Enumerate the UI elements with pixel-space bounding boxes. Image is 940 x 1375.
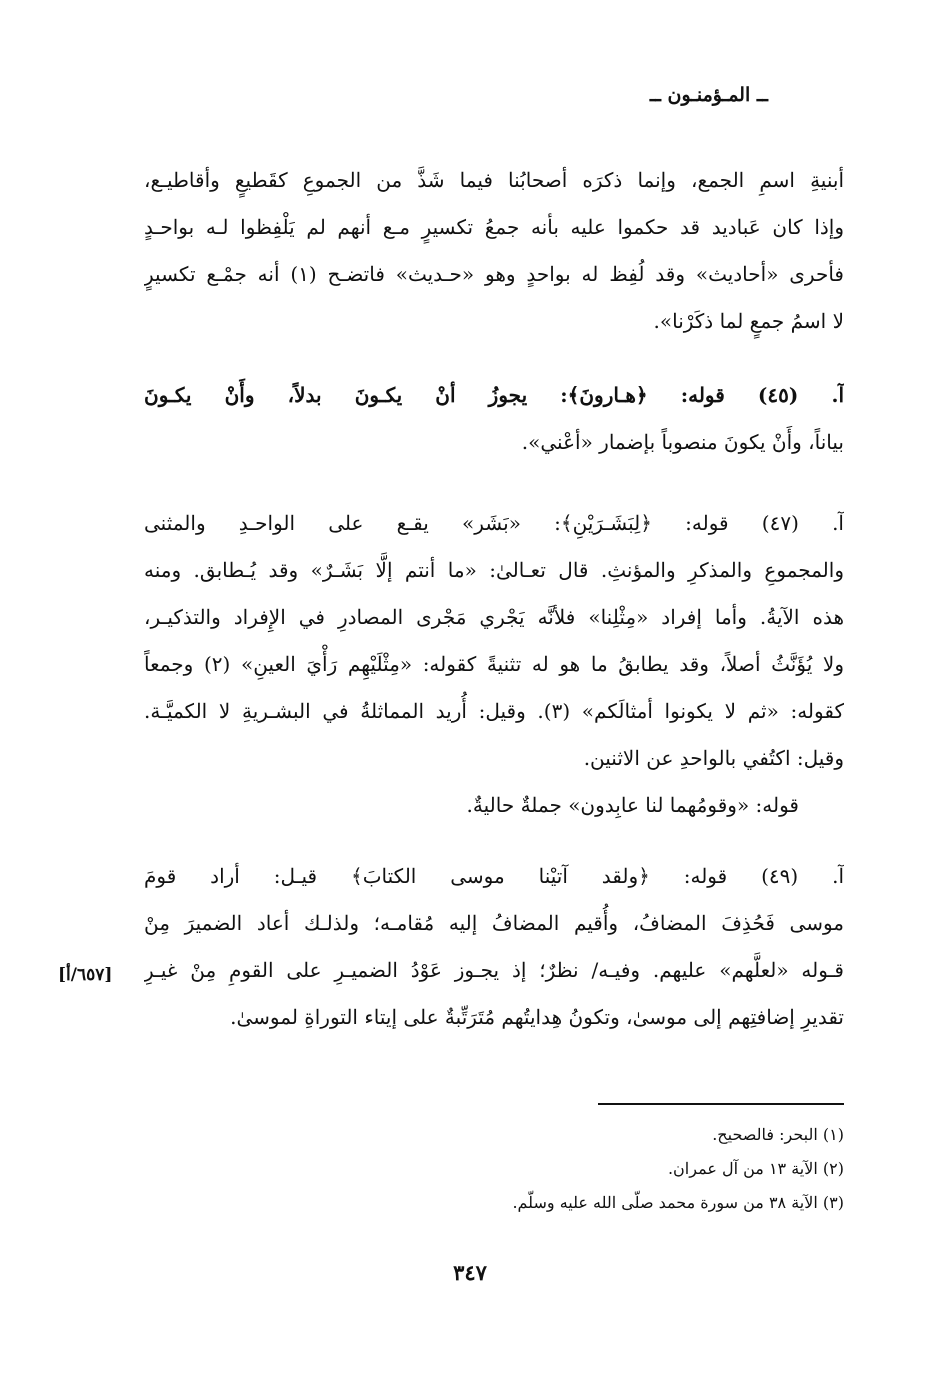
verse-heading-line: آ. (٤٩) قوله: ﴿ولقد آتيْنا موسى الكتابَ﴾ قيـل: أراد قومَ (144, 864, 844, 888)
text-line: هذه الآيةُ. وأما إفراد «مِثْلِنا» فلأنَّه يَجْري مَجْرى المصادرِ في الإِفراد والتذكيـر، (144, 605, 844, 629)
text-line: موسى فَحُذِفَ المضافُ، وأُقيم المضافُ إليه مُقامـه؛ ولذلـك أعاد الضميرَ مِنْ (144, 911, 844, 935)
paragraph-verse-47 (144, 500, 844, 829)
verse-heading-line: آ. (٤٥) قوله: ﴿هـارونَ﴾: يجوزُ أنْ يكـونَ بدلاً، وأَنْ يكـونَ (144, 383, 844, 407)
paragraph-1 (144, 157, 844, 345)
footnotes (344, 1118, 844, 1220)
text-line: كقوله: «ثم لا يكونوا أمثالَكم» (٣). وقيل: أُريد المماثلةُ في البشـريةِ لا الكميَّـة. (144, 699, 844, 723)
text-line: قـوله «لعلَّهم» عليهم. وفيـه/ نظرٌ؛ إذ يجـوز عَوْدُ الضميـرِ على القومِ مِنْ غيـرِ (144, 958, 844, 982)
verse-heading-line: آ. (٤٧) قوله: ﴿لِبَشَـرَيْنِ﴾: «بَشَر» يقـع على الواحـدِ والمثنى (144, 511, 844, 535)
page-number: ٣٤٧ (453, 1260, 487, 1285)
paragraph-verse-49 (144, 853, 844, 1041)
text-line: بياناً، وأَنْ يكونَ منصوباً بإضمار «أعْني». (521, 430, 844, 454)
footnote-divider (598, 1103, 844, 1105)
running-header: ــ المـؤمنـون ــ (649, 84, 768, 106)
manuscript-folio-ref: [٦٥٧/أ] (58, 965, 113, 985)
text-line: ولا يُؤَنَّثُ أصلاً، وقد يطابقُ ما هو له تثنيةً كقوله: «مِثْلَيْهِم رَأْيَ العينِ» (٢) وجمعاً (144, 652, 844, 676)
text-line: والمجموعِ والمذكرِ والمؤنثِ. قال تعـالىٰ: «ما أنتم إلَّا بَشَـرٌ» وقد يُـطابق. ومنه (144, 558, 844, 582)
footnote: (٣) الآية ٣٨ من سورة محمد صلّى الله عليه وسلّم. (512, 1193, 844, 1212)
footnote: (٢) الآية ١٣ من آل عمران. (667, 1159, 844, 1178)
text-line: لا اسمُ جمعٍ لما ذكَرْنا». (653, 309, 844, 333)
paragraph-verse-45 (144, 372, 844, 466)
footnote: (١) البحر: فالصحيح. (712, 1125, 844, 1144)
text-line: فأحرى «أحاديث» وقد لُفِظ له بواحدٍ وهو «حـديث» فاتضـح (١) أنه جمْـع تكسيرٍ (144, 262, 844, 286)
text-line: قوله: «وقومُهما لنا عابِدون» جملةٌ حاليةٌ. (466, 793, 799, 817)
text-line: تقديرِ إضافتِهم إلى موسىٰ، وتكونُ هِدايتُهم مُتَرَتِّبةٌ على إيتاء التوراةِ لموسىٰ. (230, 1005, 844, 1029)
text-line: وقيل: اكتُفي بالواحدِ عن الاثنين. (583, 746, 844, 770)
text-line: وإذا كان عَباديد قد حكموا عليه بأنه جمعُ تكسيرٍ مـع أنهم لم يَلْفِظوا لـه بواحـدٍ (144, 215, 844, 239)
text-line: أبنيةِ اسمِ الجمع، وإنما ذكرَه أصحابُنا فيما شَذَّ من الجموعِ كقَطيعٍ وأقاطيـع، (144, 168, 844, 192)
